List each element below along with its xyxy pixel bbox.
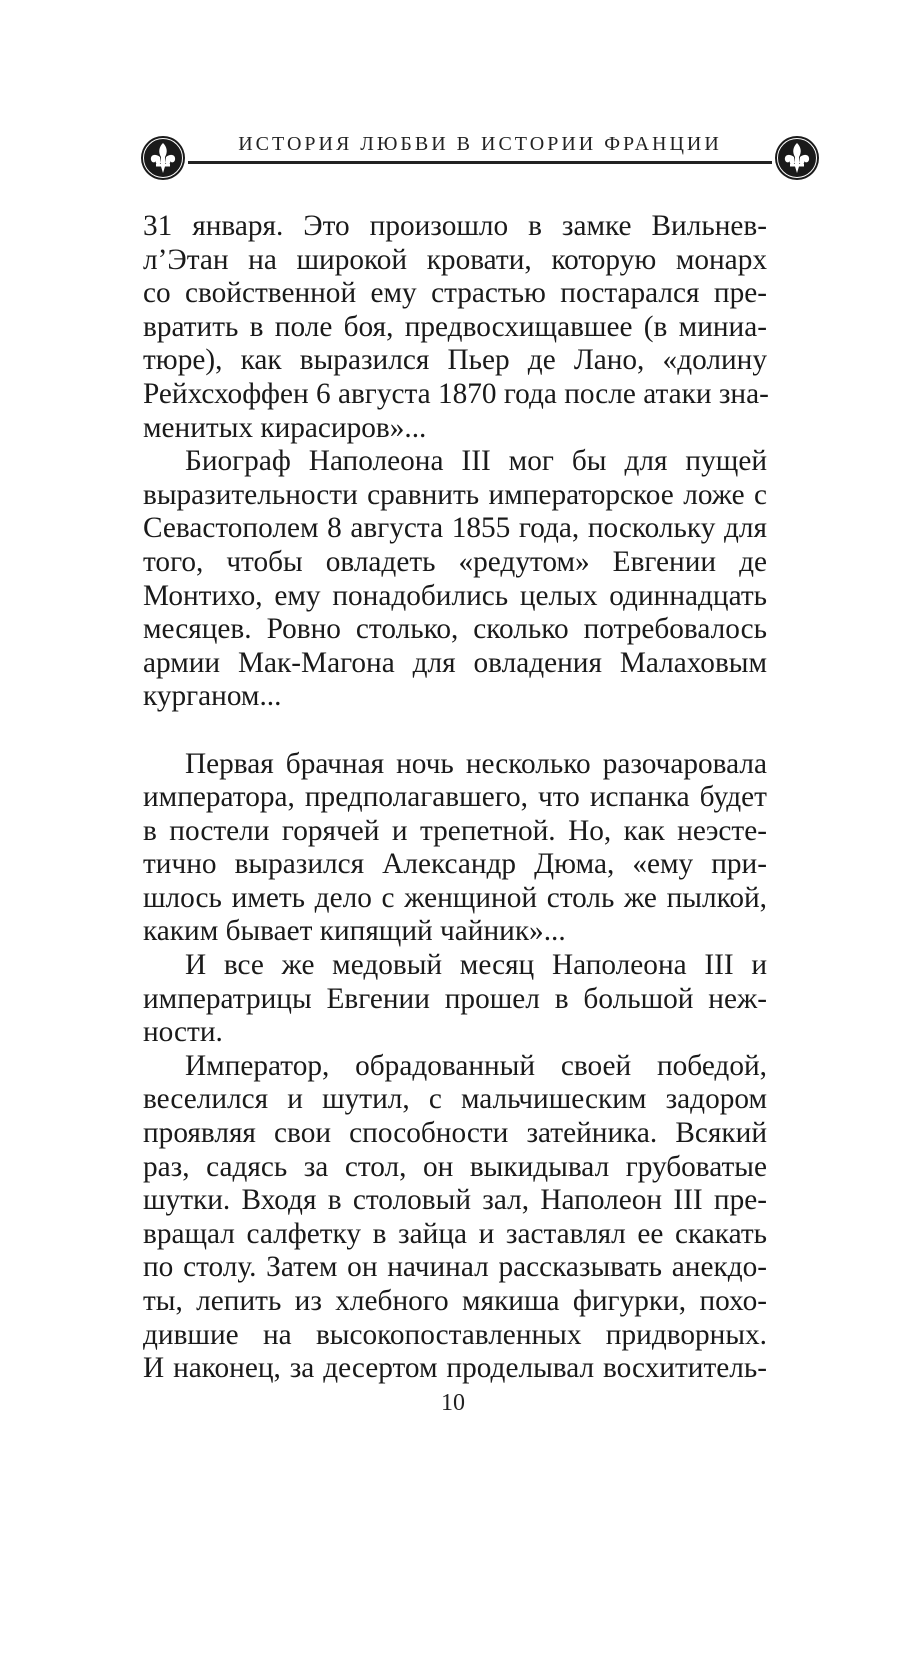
text-line: выразительности сравнить императорское ложе с <box>143 478 767 511</box>
text-line: л’Этан на широкой кровати, которую монарх <box>143 243 767 276</box>
text-line: того, чтобы овладеть «редутом» Евгении де <box>143 545 767 578</box>
text-line: тично выразился Александр Дюма, «ему при- <box>143 848 767 881</box>
text-line: Рейхсхоффен 6 августа 1870 года после атаки зна- <box>143 377 769 410</box>
text-line: менитых кирасиров»... <box>143 411 427 444</box>
text-line: со свойственной ему страстью постарался пре- <box>143 277 767 310</box>
text-line: императрицы Евгении прошел в большой неж- <box>143 982 767 1015</box>
fleur-de-lis-icon <box>774 135 820 181</box>
text-line: вратить в поле боя, предвосхищавшее (в миниа- <box>143 310 767 343</box>
text-line: веселился и шутил, с мальчишеским задором <box>143 1083 767 1116</box>
text-line: в постели горячей и трепетной. Но, как неэсте- <box>143 814 767 847</box>
text-line: Монтихо, ему понадобились целых одиннадцать <box>143 579 767 612</box>
text-line: дившие на высокопоставленных придворных. <box>143 1318 767 1351</box>
text-line: Севастополем 8 августа 1855 года, поскольку для <box>143 512 767 545</box>
text-line: тюре), как выразился Пьер де Лано, «долину <box>143 344 767 377</box>
body-text <box>143 210 767 1386</box>
text-line: раз, садясь за стол, он выкидывал грубоватые <box>143 1150 767 1183</box>
text-line: месяцев. Ровно столько, сколько потребовалось <box>143 613 767 646</box>
text-line: Император, обрадованный своей победой, <box>185 1049 767 1082</box>
text-line: курганом... <box>143 680 282 713</box>
text-line: императора, предполагавшего, что испанка будет <box>143 781 767 814</box>
text-line: ности. <box>143 1016 223 1049</box>
text-line: И наконец, за десертом проделывал восхититель- <box>143 1352 767 1385</box>
section-break <box>143 714 767 748</box>
text-line: ты, лепить из хлебного мякиша фигурки, похо- <box>143 1285 767 1317</box>
header-title: ИСТОРИЯ ЛЮБВИ В ИСТОРИИ ФРАНЦИИ <box>238 133 722 155</box>
page-number: 10 <box>441 1390 465 1416</box>
text-line: шутки. Входя в столовый зал, Наполеон III пре- <box>143 1184 767 1217</box>
text-line: Первая брачная ночь несколько разочаровала <box>185 747 767 780</box>
text-line: по столу. Затем он начинал рассказывать анекдо- <box>143 1251 767 1284</box>
fleur-de-lis-icon <box>140 135 186 181</box>
header-rule <box>188 161 772 164</box>
text-line: Биограф Наполеона III мог бы для пущей <box>185 445 767 478</box>
text-line: шлось иметь дело с женщиной столь же пылкой, <box>143 881 767 914</box>
text-line: 31 января. Это произошло в замке Вильнев- <box>143 210 767 242</box>
text-line: вращал салфетку в зайца и заставлял ее скакать <box>143 1217 767 1250</box>
text-line: проявляя свои способности затейника. Всякий <box>143 1117 767 1150</box>
text-line: каким бывает кипящий чайник»... <box>143 915 566 948</box>
text-line: армии Мак-Магона для овладения Малаховым <box>143 646 767 679</box>
text-line: И все же медовый месяц Наполеона III и <box>185 949 767 982</box>
running-header <box>140 131 820 183</box>
